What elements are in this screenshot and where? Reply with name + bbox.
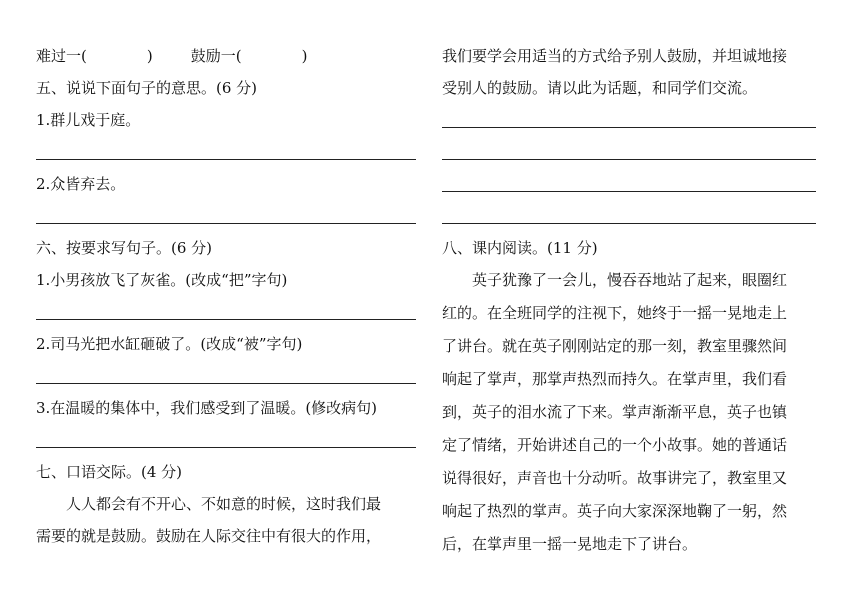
reading-line: 到，英子的泪水流了下来。掌声渐渐平息，英子也镇	[442, 403, 788, 421]
s7-answer-line-1[interactable]	[442, 104, 822, 136]
reading-line: 响起了热烈的掌声。英子向大家深深地鞠了一躬，然	[442, 502, 788, 520]
reading-line: 了讲台。就在英子刚刚站定的那一刻，教室里骤然间	[442, 337, 788, 355]
antonym-close-1: )	[146, 47, 153, 65]
reading-line: 响起了掌声，那掌声热烈而持久。在掌声里，我们看	[442, 370, 788, 388]
s6-question-3: 3.在温暖的集体中，我们感受到了温暖。(修改病句)	[36, 399, 378, 417]
s6-answer-line-2[interactable]	[36, 360, 416, 392]
left-column	[36, 40, 416, 552]
s5-answer-line-2[interactable]	[36, 200, 416, 232]
reading-line: 后，在掌声里一摇一晃地走下了讲台。	[442, 535, 698, 553]
s6-answer-line-3[interactable]	[36, 424, 416, 456]
antonym-close-2: )	[301, 47, 308, 65]
antonym-prompt-2: 鼓励一(	[190, 47, 242, 65]
section-5-title: 五、说说下面句子的意思。(6 分)	[36, 79, 258, 97]
section-6-title: 六、按要求写句子。(6 分)	[36, 239, 213, 257]
section-7-title: 七、口语交际。(4 分)	[36, 463, 183, 481]
antonym-line	[36, 40, 416, 72]
reading-line: 红的。在全班同学的注视下，她终于一摇一晃地走上	[442, 304, 788, 322]
s6-question-2: 2.司马光把水缸砸破了。(改成“被”字句)	[36, 335, 303, 353]
right-column	[442, 40, 822, 561]
s6-answer-line-1[interactable]	[36, 296, 416, 328]
s5-question-1: 1.群儿戏于庭。	[36, 111, 141, 129]
s7-answer-line-2[interactable]	[442, 136, 822, 168]
reading-line: 英子犹豫了一会儿，慢吞吞地站了起来，眼圈红	[472, 271, 788, 289]
s7-paragraph-line-2: 需要的就是鼓励。鼓励在人际交往中有很大的作用，	[36, 527, 382, 545]
section-8-title: 八、课内阅读。(11 分)	[442, 239, 598, 257]
s5-answer-line-1[interactable]	[36, 136, 416, 168]
s7-answer-line-3[interactable]	[442, 168, 822, 200]
s7-paragraph-line-4: 受别人的鼓励。请以此为话题，和同学们交流。	[442, 79, 758, 97]
reading-line: 说得很好，声音也十分动听。故事讲完了，教室里又	[442, 469, 788, 487]
s7-paragraph-line-1: 人人都会有不开心、不如意的时候，这时我们最	[66, 495, 382, 513]
s5-question-2: 2.众皆弃去。	[36, 175, 126, 193]
s7-paragraph-line-3: 我们要学会用适当的方式给予别人鼓励，并坦诚地接	[442, 47, 788, 65]
reading-line: 定了情绪，开始讲述自己的一个小故事。她的普通话	[442, 436, 788, 454]
s7-answer-line-4[interactable]	[442, 200, 822, 232]
antonym-prompt-1: 难过一(	[36, 47, 87, 65]
s6-question-1: 1.小男孩放飞了灰雀。(改成“把”字句)	[36, 271, 288, 289]
